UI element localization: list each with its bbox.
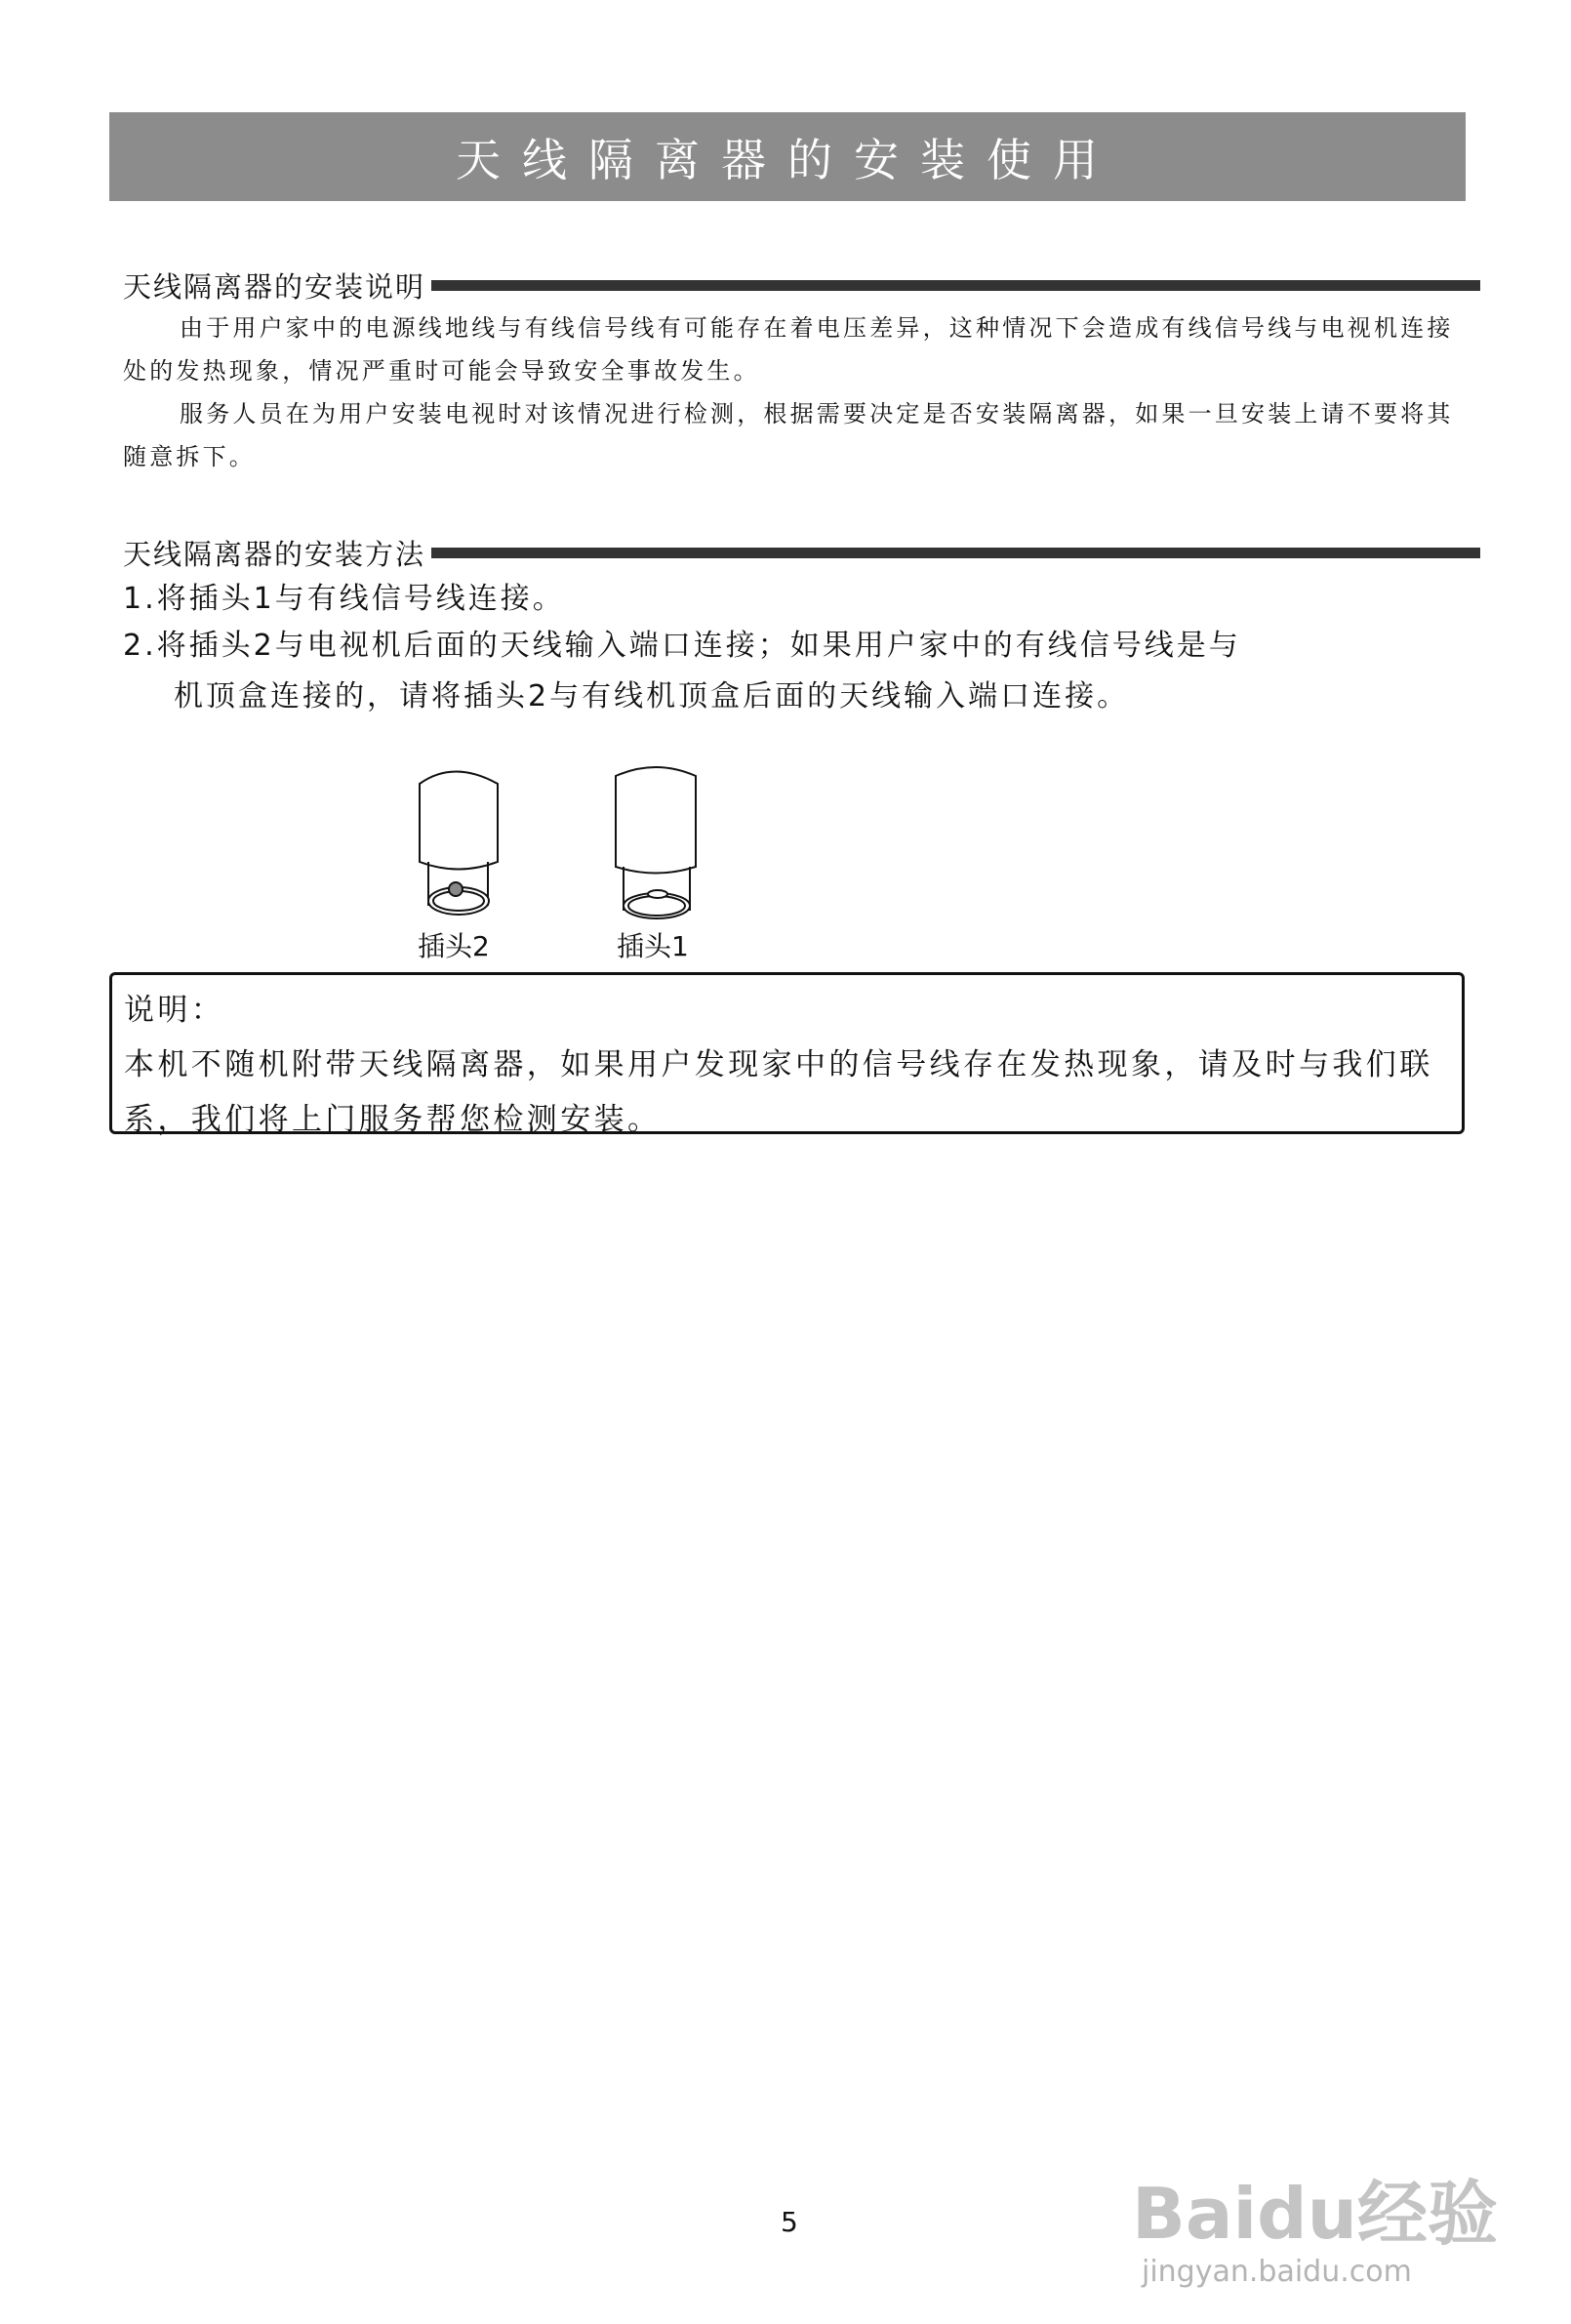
section-heading-text: 天线隔离器的安装说明 [123, 270, 426, 304]
step-text: 将插头2与电视机后面的天线输入端口连接；如果用户家中的有线信号线是与 [156, 629, 1241, 663]
description-text [123, 306, 1479, 478]
section-heading-text: 天线隔离器的安装方法 [123, 538, 426, 571]
page-number: 5 [781, 2206, 798, 2238]
note-text: 本机不随机附带天线隔离器，如果用户发现家中的信号线存在发热现象，请及时与我们联系，我们将上门服务帮您检测安装。 [124, 1047, 1433, 1137]
plug-2-label: 插头2 [418, 930, 490, 962]
step-1 [123, 574, 565, 625]
section-heading-method [123, 533, 1480, 573]
heading-rule [431, 548, 1480, 558]
step-2 [123, 621, 1241, 722]
note-box [109, 972, 1465, 1137]
plug-2-illustration [415, 764, 504, 920]
paragraph: 由于用户家中的电源线地线与有线信号线有可能存在着电压差异，这种情况下会造成有线信号线与电视机连接处的发热现象，情况严重时可能会导致安全事故发生。 [123, 314, 1454, 385]
plug-1-label: 插头1 [617, 930, 689, 962]
note-label: 说明： [124, 993, 225, 1028]
paragraph: 服务人员在为用户安装电视时对该情况进行检测，根据需要决定是否安装隔离器，如果一旦安装上请不要将其随意拆下。 [123, 400, 1454, 470]
section-heading-description [123, 265, 1480, 306]
step-number: 1. [123, 582, 157, 616]
watermark-url: jingyan.baidu.com [1142, 2255, 1412, 2289]
plug-1-illustration [612, 764, 702, 920]
step-text-continued: 机顶盒连接的，请将插头2与有线机顶盒后面的天线输入端口连接。 [174, 679, 1130, 714]
title-bar [109, 112, 1466, 201]
heading-rule [431, 280, 1480, 291]
baidu-watermark [1132, 2099, 1522, 2294]
page-title: 天线隔离器的安装使用 [456, 133, 1119, 186]
watermark-logo: Baidu经验 [1132, 2173, 1498, 2255]
step-text: 将插头1与有线信号线连接。 [156, 582, 565, 616]
step-number: 2. [123, 629, 157, 663]
